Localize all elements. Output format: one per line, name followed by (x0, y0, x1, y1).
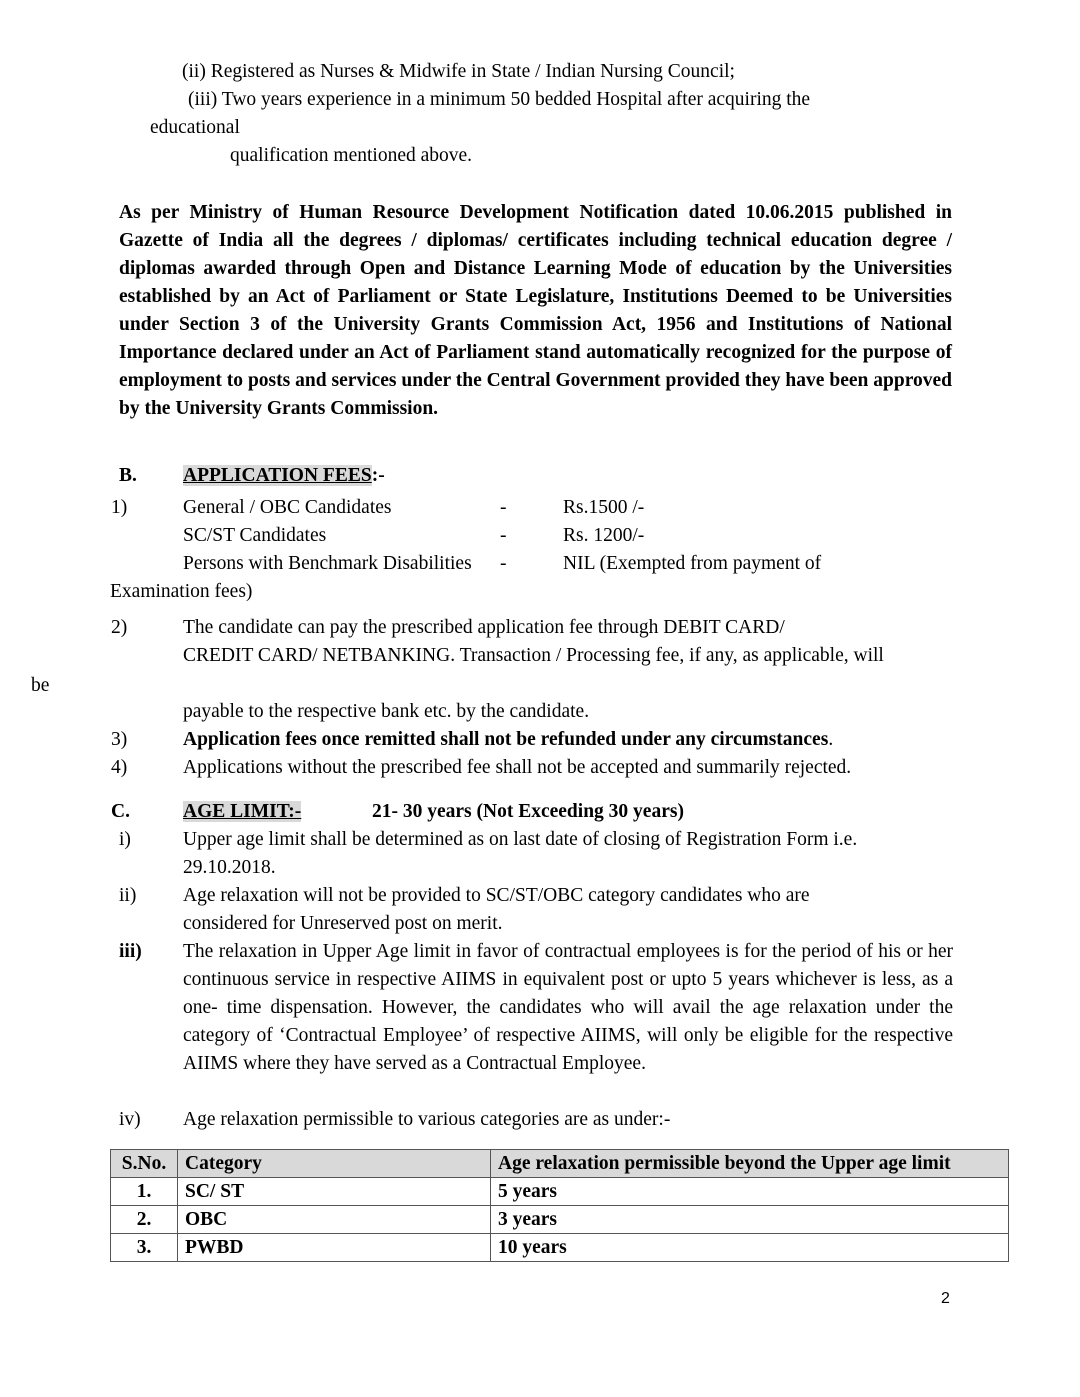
fee-reject-text: Applications without the prescribed fee shall not be accepted and summarily rejected. (183, 757, 852, 778)
fee-payment-text: The candidate can pay the prescribed application fee through DEBIT CARD/ (183, 617, 785, 638)
fee-dash: - (500, 553, 507, 574)
fee-amount: NIL (Exempted from payment of (563, 553, 822, 574)
fee-cont: Examination fees) (110, 581, 253, 602)
section-c-letter: C. (111, 801, 130, 822)
section-b-letter: B. (119, 465, 137, 486)
fee-refund-text: Application fees once remitted shall not be refunded under any circumstances. (183, 729, 834, 750)
section-b-title: APPLICATION FEES (183, 465, 372, 486)
fee-dash: - (500, 525, 507, 546)
fee-item-number: 3) (111, 729, 128, 750)
fee-payment-text: be (31, 675, 50, 696)
age-item-text: Upper age limit shall be determined as on last date of closing of Registration Form i.e. (183, 829, 858, 850)
mhrd-notification: As per Ministry of Human Resource Development Notification dated 10.06.2015 published in Gazette of India all the degrees / diplomas/ certificates including technical education degree / diplomas awarded through Open and Distance Learning Mode of education by the Universities established by an Act of Parliament or State Legislature, Institutions Deemed to be Universities under Section 3 of the University Grants Commission Act, 1956 and Institutions of National Importance declared under an Act of Parliament stand automatically recognized for the purpose of employment to posts and services under the Central Government provided they have been approved by the University Grants Commission. (119, 202, 952, 419)
eligibility-item-iii-cont: educational (150, 117, 240, 138)
fee-dash: - (500, 497, 507, 518)
age-range: 21- 30 years (Not Exceeding 30 years) (372, 801, 684, 822)
fee-item-number: 4) (111, 757, 128, 778)
table-header-row (111, 1150, 1009, 1178)
fee-category: Persons with Benchmark Disabilities (183, 553, 472, 574)
header-category: Category (178, 1150, 491, 1178)
age-item-text: 29.10.2018. (183, 857, 276, 878)
eligibility-item-iii-cont2: qualification mentioned above. (230, 145, 473, 166)
age-item-text: The relaxation in Upper Age limit in favor of contractual employees is for the period of his or her continuous service in respective AIIMS in equivalent post or upto 5 years whichever is less, as a one- time dispensation. However, the candidates who will avail the age relaxation under the category of ‘Contractual Employee’ of respective AIIMS, will only be eligible for the respective AIIMS where they have served as a Contractual Employee. (183, 941, 953, 1074)
age-item-text: Age relaxation will not be provided to SC/ST/OBC category candidates who are (183, 885, 810, 906)
age-item-number: i) (119, 829, 131, 850)
fee-item-number: 2) (111, 617, 128, 638)
fee-payment-text: CREDIT CARD/ NETBANKING. Transaction / Processing fee, if any, as applicable, will (183, 645, 884, 666)
fee-category: SC/ST Candidates (183, 525, 327, 546)
age-item-text: Age relaxation permissible to various categories are as under:- (183, 1109, 671, 1130)
eligibility-item-iii: (iii) Two years experience in a minimum 50 bedded Hospital after acquiring the (188, 89, 811, 110)
fee-item-number: 1) (111, 497, 128, 518)
table-row: 2. OBC 3 years (111, 1206, 1009, 1234)
page-number: 2 (941, 1290, 950, 1307)
section-c-title: AGE LIMIT:- (183, 801, 302, 822)
section-b-heading: APPLICATION FEES:- (183, 465, 385, 486)
age-item-number: ii) (119, 885, 137, 906)
fee-amount: Rs.1500 /- (563, 497, 645, 518)
fee-category: General / OBC Candidates (183, 497, 392, 518)
age-relaxation-table (110, 1149, 1009, 1262)
fee-payment-text: payable to the respective bank etc. by the candidate. (183, 701, 590, 722)
age-item-number: iii) (119, 941, 142, 962)
age-item-number: iv) (119, 1109, 141, 1130)
table-row: 3. PWBD 10 years (111, 1234, 1009, 1262)
table-row: 1. SC/ ST 5 years (111, 1178, 1009, 1206)
eligibility-item-ii: (ii) Registered as Nurses & Midwife in State / Indian Nursing Council; (182, 61, 735, 82)
header-relaxation: Age relaxation permissible beyond the Upper age limit (491, 1150, 1009, 1178)
age-item-text: considered for Unreserved post on merit. (183, 913, 503, 934)
fee-amount: Rs. 1200/- (563, 525, 645, 546)
header-sno: S.No. (111, 1150, 178, 1178)
